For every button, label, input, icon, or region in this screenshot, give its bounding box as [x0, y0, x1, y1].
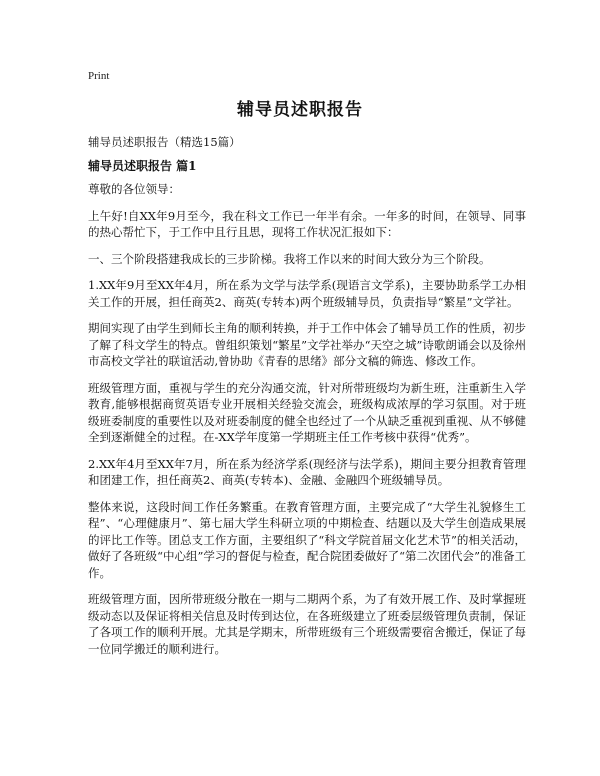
paragraph-stage-two-details: 整体来说，这段时间工作任务繁重。在教育管理方面，主要完成了“大学生礼貌修生工程”、“心理健康月”、第七届大学生科研立项的中期检查、结题以及大学生创造成果展的评比工作等。团总支工作方面，主要组织了“科文学院首届文化艺术节”的相关活动，做好了各班级“中心组”学习的督促与检查，配合院团委做好了“第二次团代会”的准备工作。 [88, 499, 526, 580]
document-title: 辅导员述职报告 [237, 100, 363, 120]
paragraph-class-management-2: 班级管理方面，因所带班级分散在一期与二期两个系，为了有效开展工作、及时掌握班级动态以及保证将相关信息及时传到达位，在各班级建立了班委层级管理负责制，保证了各项工作的顺利开展。尤其是学期末，所带班级有三个班级需要宿舍搬迁，保证了每一位同学搬迁的顺利进行。 [88, 592, 526, 656]
document-subtitle: 辅导员述职报告（精选15篇） [88, 135, 241, 149]
print-link[interactable]: Print [88, 70, 110, 82]
paragraph-stage-one-details: 期间实现了由学生到师长主角的顺利转换，并于工作中体会了辅导员工作的性质，初步了解了科文学生的特点。曾组织策划“繁星”文学社举办“天空之城”诗歌朗诵会以及徐州市高校文学社的联谊活动,曾协助《青春的思绪》部分文稿的筛选、修改工作。 [88, 321, 526, 368]
paragraph-stage-two: 2.XX年4月至XX年7月，所在系为经济学系(现经济与法学系)，期间主要分担教育管理和团建工作，担任商英2、商英(专转本)、金融、金融四个班级辅导员。 [88, 456, 526, 487]
paragraph-stage-one: 1.XX年9月至XX年4月，所在系为文学与法学系(现语言文学系)，主要协助系学工办相关工作的开展，担任商英2、商英(专转本)两个班级辅导员，负责指导“繁星”文学社。 [88, 278, 526, 309]
document-body [88, 134, 526, 667]
paragraph-class-management-1: 班级管理方面，重视与学生的充分沟通交流，针对所带班级均为新生班，注重新生入学教育,能够根据商贸英语专业开展相关经验交流会，班级构成浓厚的学习氛围。对于班级班委制度的重要性以及对班委制度的健全也经过了一个从缺乏重视到重视、从不够健全到逐渐健全的过程。在-XX学年度第一学期班主任工作考核中获得“优秀”。 [88, 380, 526, 444]
section-heading: 辅导员述职报告 篇1 [88, 159, 197, 173]
paragraph-stages: 一、三个阶段搭建我成长的三步阶梯。我将工作以来的时间大致分为三个阶段。 [88, 251, 491, 266]
paragraph-intro: 上午好!自XX年9月至今，我在科文工作已一年半有余。一年多的时间，在领导、同事的热心帮忙下，于工作中且行且思，现将工作状况汇报如下： [88, 208, 526, 239]
paragraph-salutation: 尊敬的各位领导： [88, 182, 180, 196]
